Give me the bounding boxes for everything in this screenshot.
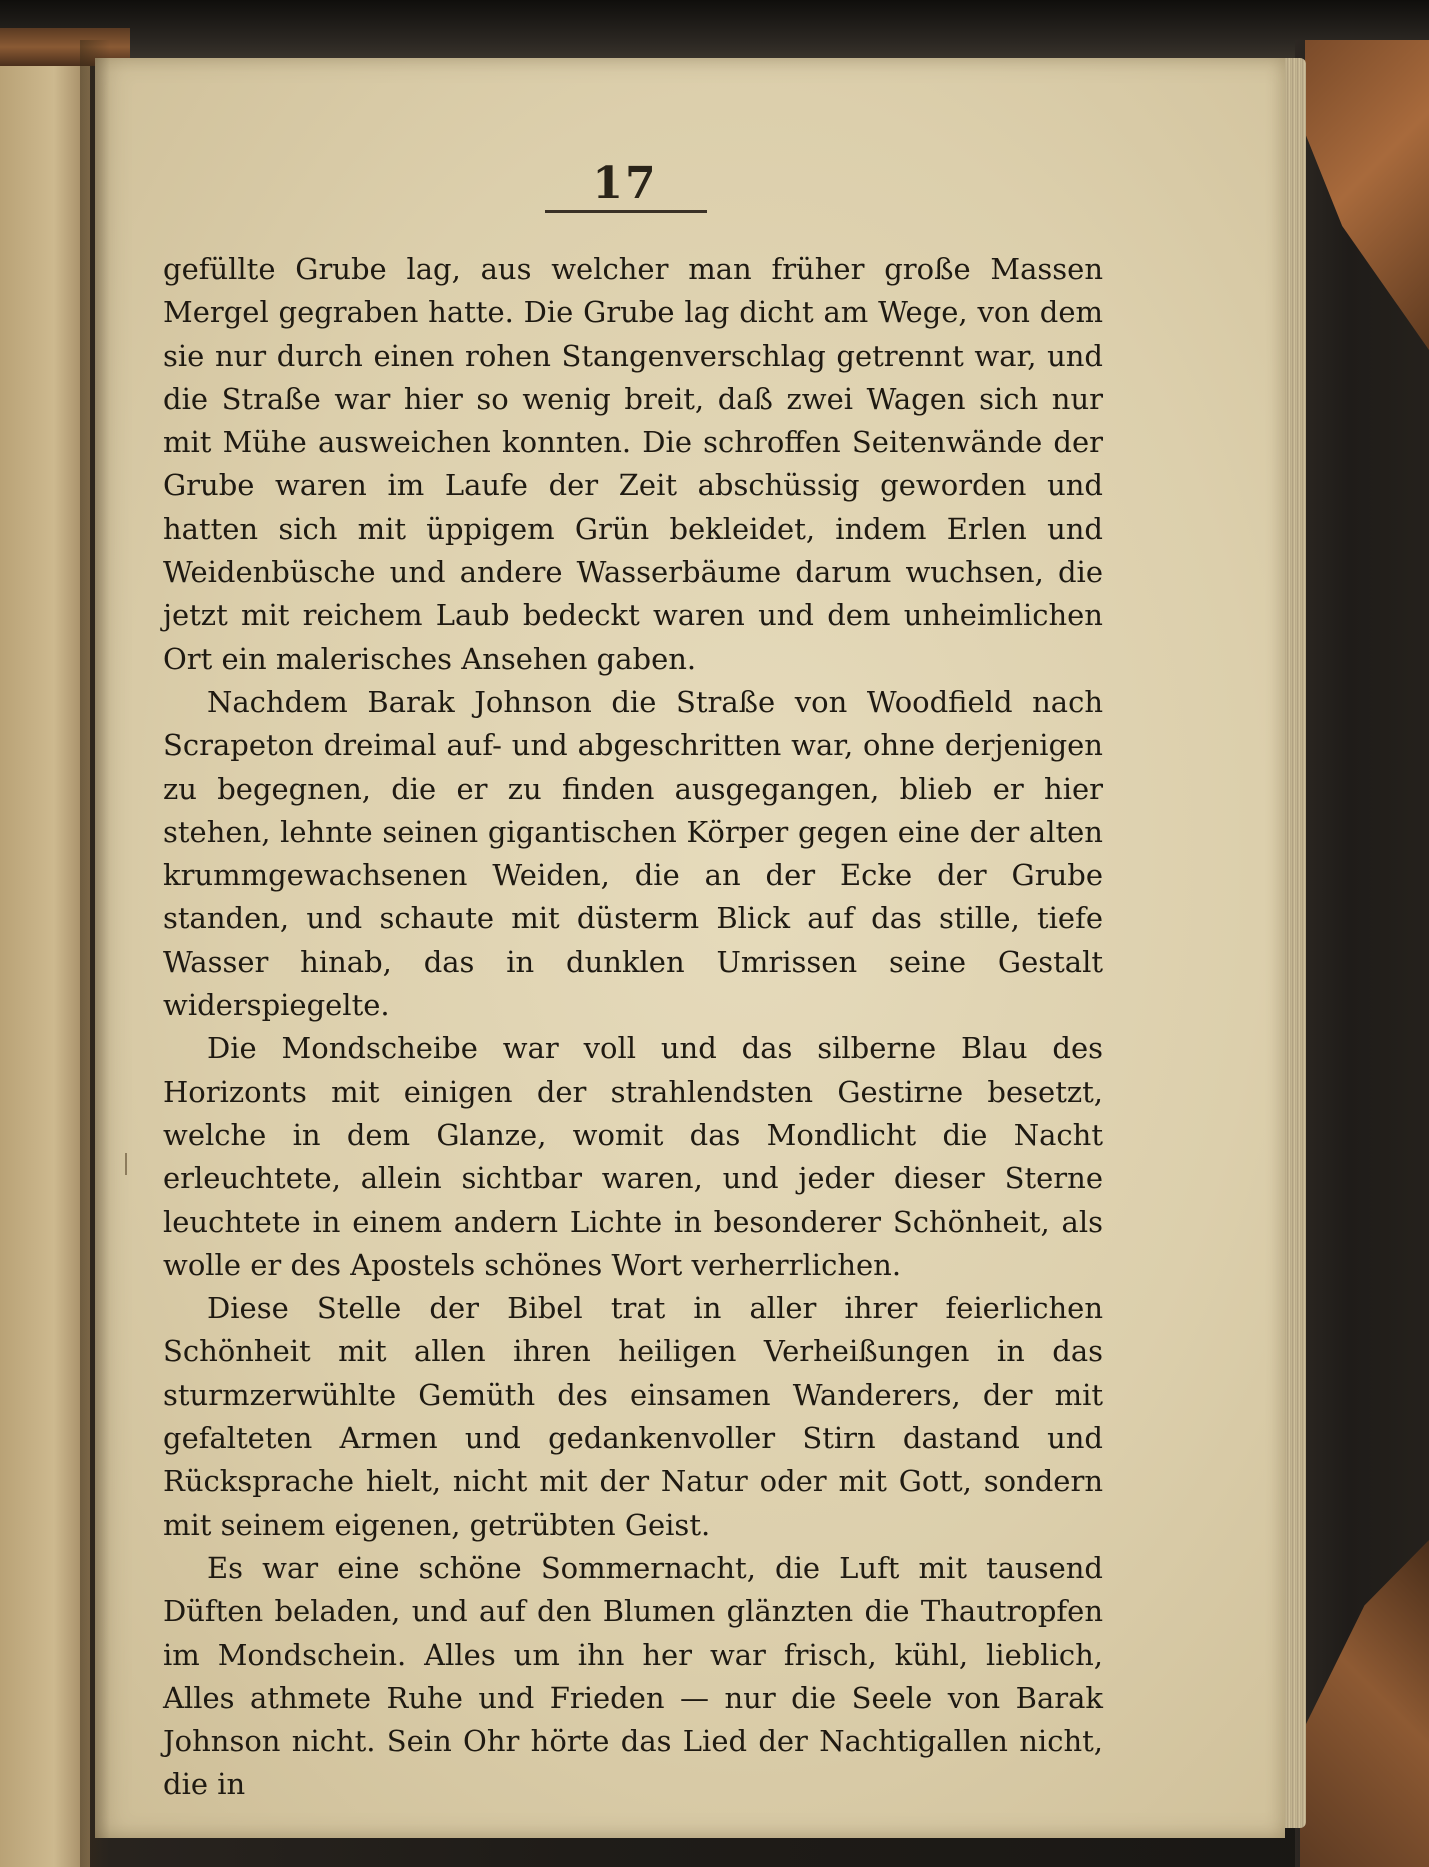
page-number: 17: [592, 158, 658, 209]
margin-mark: [125, 1153, 127, 1175]
paragraph: Diese Stelle der Bibel trat in aller ihrer feierlichen Schönheit mit allen ihren heiligen Verheißungen in das sturmzerwühlte Gemüth des einsamen Wanderers, der mit gefalteten Armen und gedankenvoller Stirn dastand und Rücksprache hielt, nicht mit der Natur oder mit Gott, sondern mit seinem eigenen, getrübten Geist.: [163, 1291, 1103, 1542]
paragraph: gefüllte Grube lag, aus welcher man früher große Massen Mergel gegraben hatte. Die Grube lag dicht am Wege, von dem sie nur durch einen rohen Stangenverschlag getrennt war, und die Straße war hier so wenig breit, daß zwei Wagen sich nur mit Mühe ausweichen konnten. Die schroffen Seitenwände der Grube waren im Laufe der Zeit abschüssig geworden und hatten sich mit üppigem Grün bekleidet, indem Erlen und Weidenbüsche und andere Wasserbäume darum wuchsen, die jetzt mit reichem Laub bedeckt waren und dem unheimlichen Ort ein malerisches Ansehen gaben.: [163, 252, 1103, 676]
body-text: [163, 248, 1103, 1807]
gutter-shadow: [80, 40, 110, 1867]
book-page: [95, 58, 1285, 1838]
paragraph: Die Mondscheibe war voll und das silberne Blau des Horizonts mit einigen der strahlendsten Gestirne besetzt, welche in dem Glanze, womit das Mondlicht die Nacht erleuchtete, allein sichtbar waren, und jeder dieser Sterne leuchtete in einem andern Lichte in besonderer Schönheit, als wolle er des Apostels schönes Wort verherrlichen.: [163, 1031, 1103, 1282]
paragraph: Es war eine schöne Sommernacht, die Luft mit tausend Düften beladen, und auf den Blumen glänzten die Thautropfen im Mondschein. Alles um ihn her war frisch, kühl, lieblich, Alles athmete Ruhe und Frieden — nur die Seele von Barak Johnson nicht. Sein Ohr hörte das Lied der Nachtigallen nicht, die in: [163, 1550, 1103, 1802]
paragraph: Nachdem Barak Johnson die Straße von Woodfield nach Scrapeton dreimal auf- und abgeschritten war, ohne derjenigen zu begegnen, die er zu finden ausgegangen, blieb er hier stehen, lehnte seinen gigantischen Körper gegen eine der alten krummgewachsenen Weiden, die an der Ecke der Grube standen, und schaute mit düsterm Blick auf das stille, tiefe Wasser hinab, das in dunklen Umrissen seine Gestalt widerspiegelte.: [163, 684, 1103, 1023]
page-number-rule: [545, 210, 707, 213]
book-cover-top: [0, 0, 1429, 60]
left-page-edge: [0, 40, 90, 1867]
